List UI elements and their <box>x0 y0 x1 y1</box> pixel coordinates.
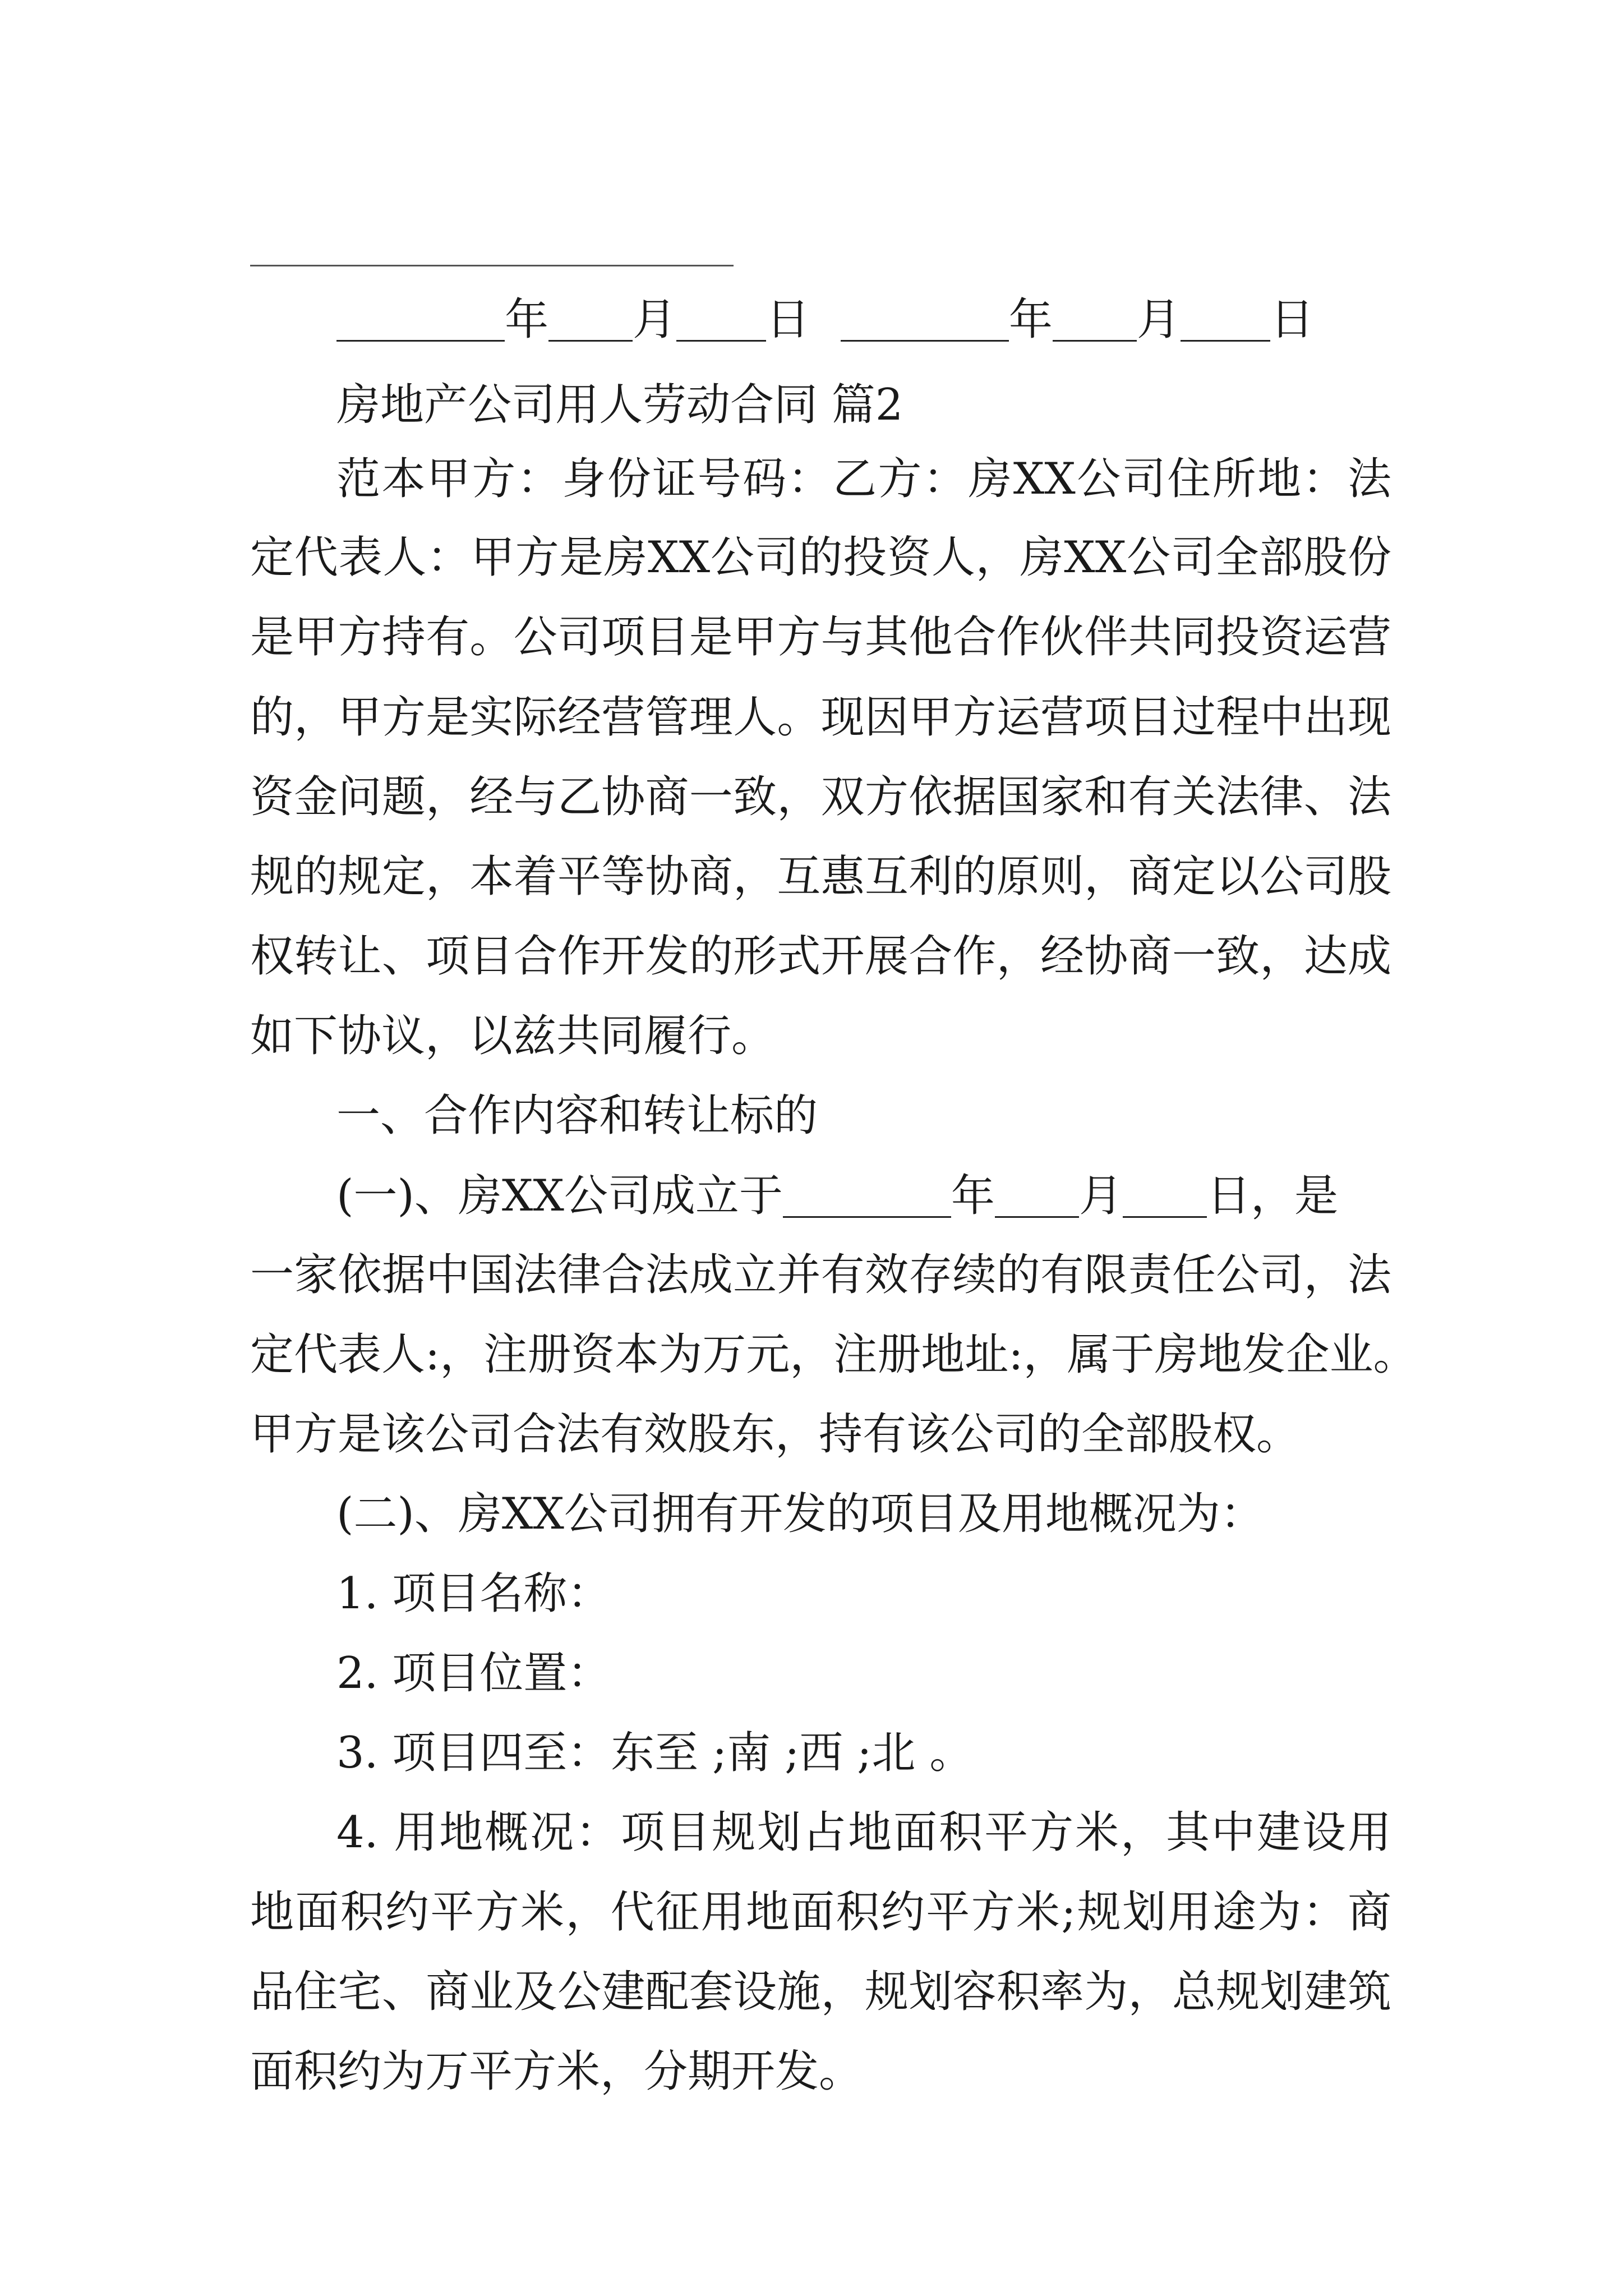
intro-line: 如下协议，以兹共同履行。 <box>250 1011 776 1061</box>
list-item: 3. 项目四至：东至 ;南 ;西 ;北 。 <box>336 1728 974 1778</box>
blank-year-2 <box>841 297 1009 342</box>
clause-2: (二)、房XX公司拥有开发的项目及用地概况为： <box>336 1489 1264 1539</box>
clause-1-line: 一家依据中国法律合法成立并有效存续的有限责任公司，法 <box>250 1250 1391 1300</box>
date-line: 年 月 日 年 月 日 <box>336 297 1391 342</box>
item-4-line: 地面积约平方米，代征用地面积约平方米;规划用途为：商 <box>250 1887 1391 1938</box>
intro-line: 是甲方持有。公司项目是甲方与其他合作伙伴共同投资运营 <box>250 612 1391 662</box>
blank-month-1 <box>548 297 633 342</box>
list-item: 1. 项目名称： <box>336 1568 611 1619</box>
section-1-title: 一、合作内容和转让标的 <box>336 1091 818 1141</box>
intro-line: 规的规定，本着平等协商，互惠互利的原则，商定以公司股 <box>250 852 1391 902</box>
blank-year-1 <box>336 297 505 342</box>
item-4-line: 面积约为万平方米，分期开发。 <box>250 2046 863 2097</box>
blank-month-2 <box>1053 297 1137 342</box>
intro-line: 定代表人：甲方是房XX公司的投资人，房XX公司全部股份 <box>250 532 1391 583</box>
clause-1-line: 甲方是该公司合法有效股东，持有该公司的全部股权。 <box>250 1409 1301 1460</box>
blank-month-3 <box>995 1174 1079 1218</box>
intro-line: 的，甲方是实际经营管理人。现因甲方运营项目过程中出现 <box>250 692 1391 743</box>
clause-1-first-line: (一)、房XX公司成立于 年 月 日，是 <box>336 1171 1338 1221</box>
top-rule <box>250 265 734 266</box>
blank-day-1 <box>676 297 766 342</box>
doc-heading: 房地产公司用人劳动合同 篇2 <box>336 380 903 430</box>
intro-line: 权转让、项目合作开发的形式开展合作，经协商一致，达成 <box>250 931 1391 982</box>
blank-year-3 <box>783 1174 951 1218</box>
clause-1-line: 定代表人:，注册资本为万元，注册地址:，属于房地发企业。 <box>250 1329 1417 1380</box>
intro-line: 资金问题，经与乙协商一致，双方依据国家和有关法律、法 <box>250 772 1391 822</box>
intro-line: 范本甲方：身份证号码：乙方：房XX公司住所地：法 <box>336 454 1391 504</box>
blank-day-3 <box>1123 1174 1207 1218</box>
list-item: 2. 项目位置： <box>336 1648 611 1699</box>
item-4-line: 品住宅、商业及公建配套设施，规划容积率为，总规划建筑 <box>250 1967 1391 2017</box>
blank-day-2 <box>1181 297 1270 342</box>
item-4-line: 4. 用地概况：项目规划占地面积平方米，其中建设用 <box>336 1807 1391 1858</box>
